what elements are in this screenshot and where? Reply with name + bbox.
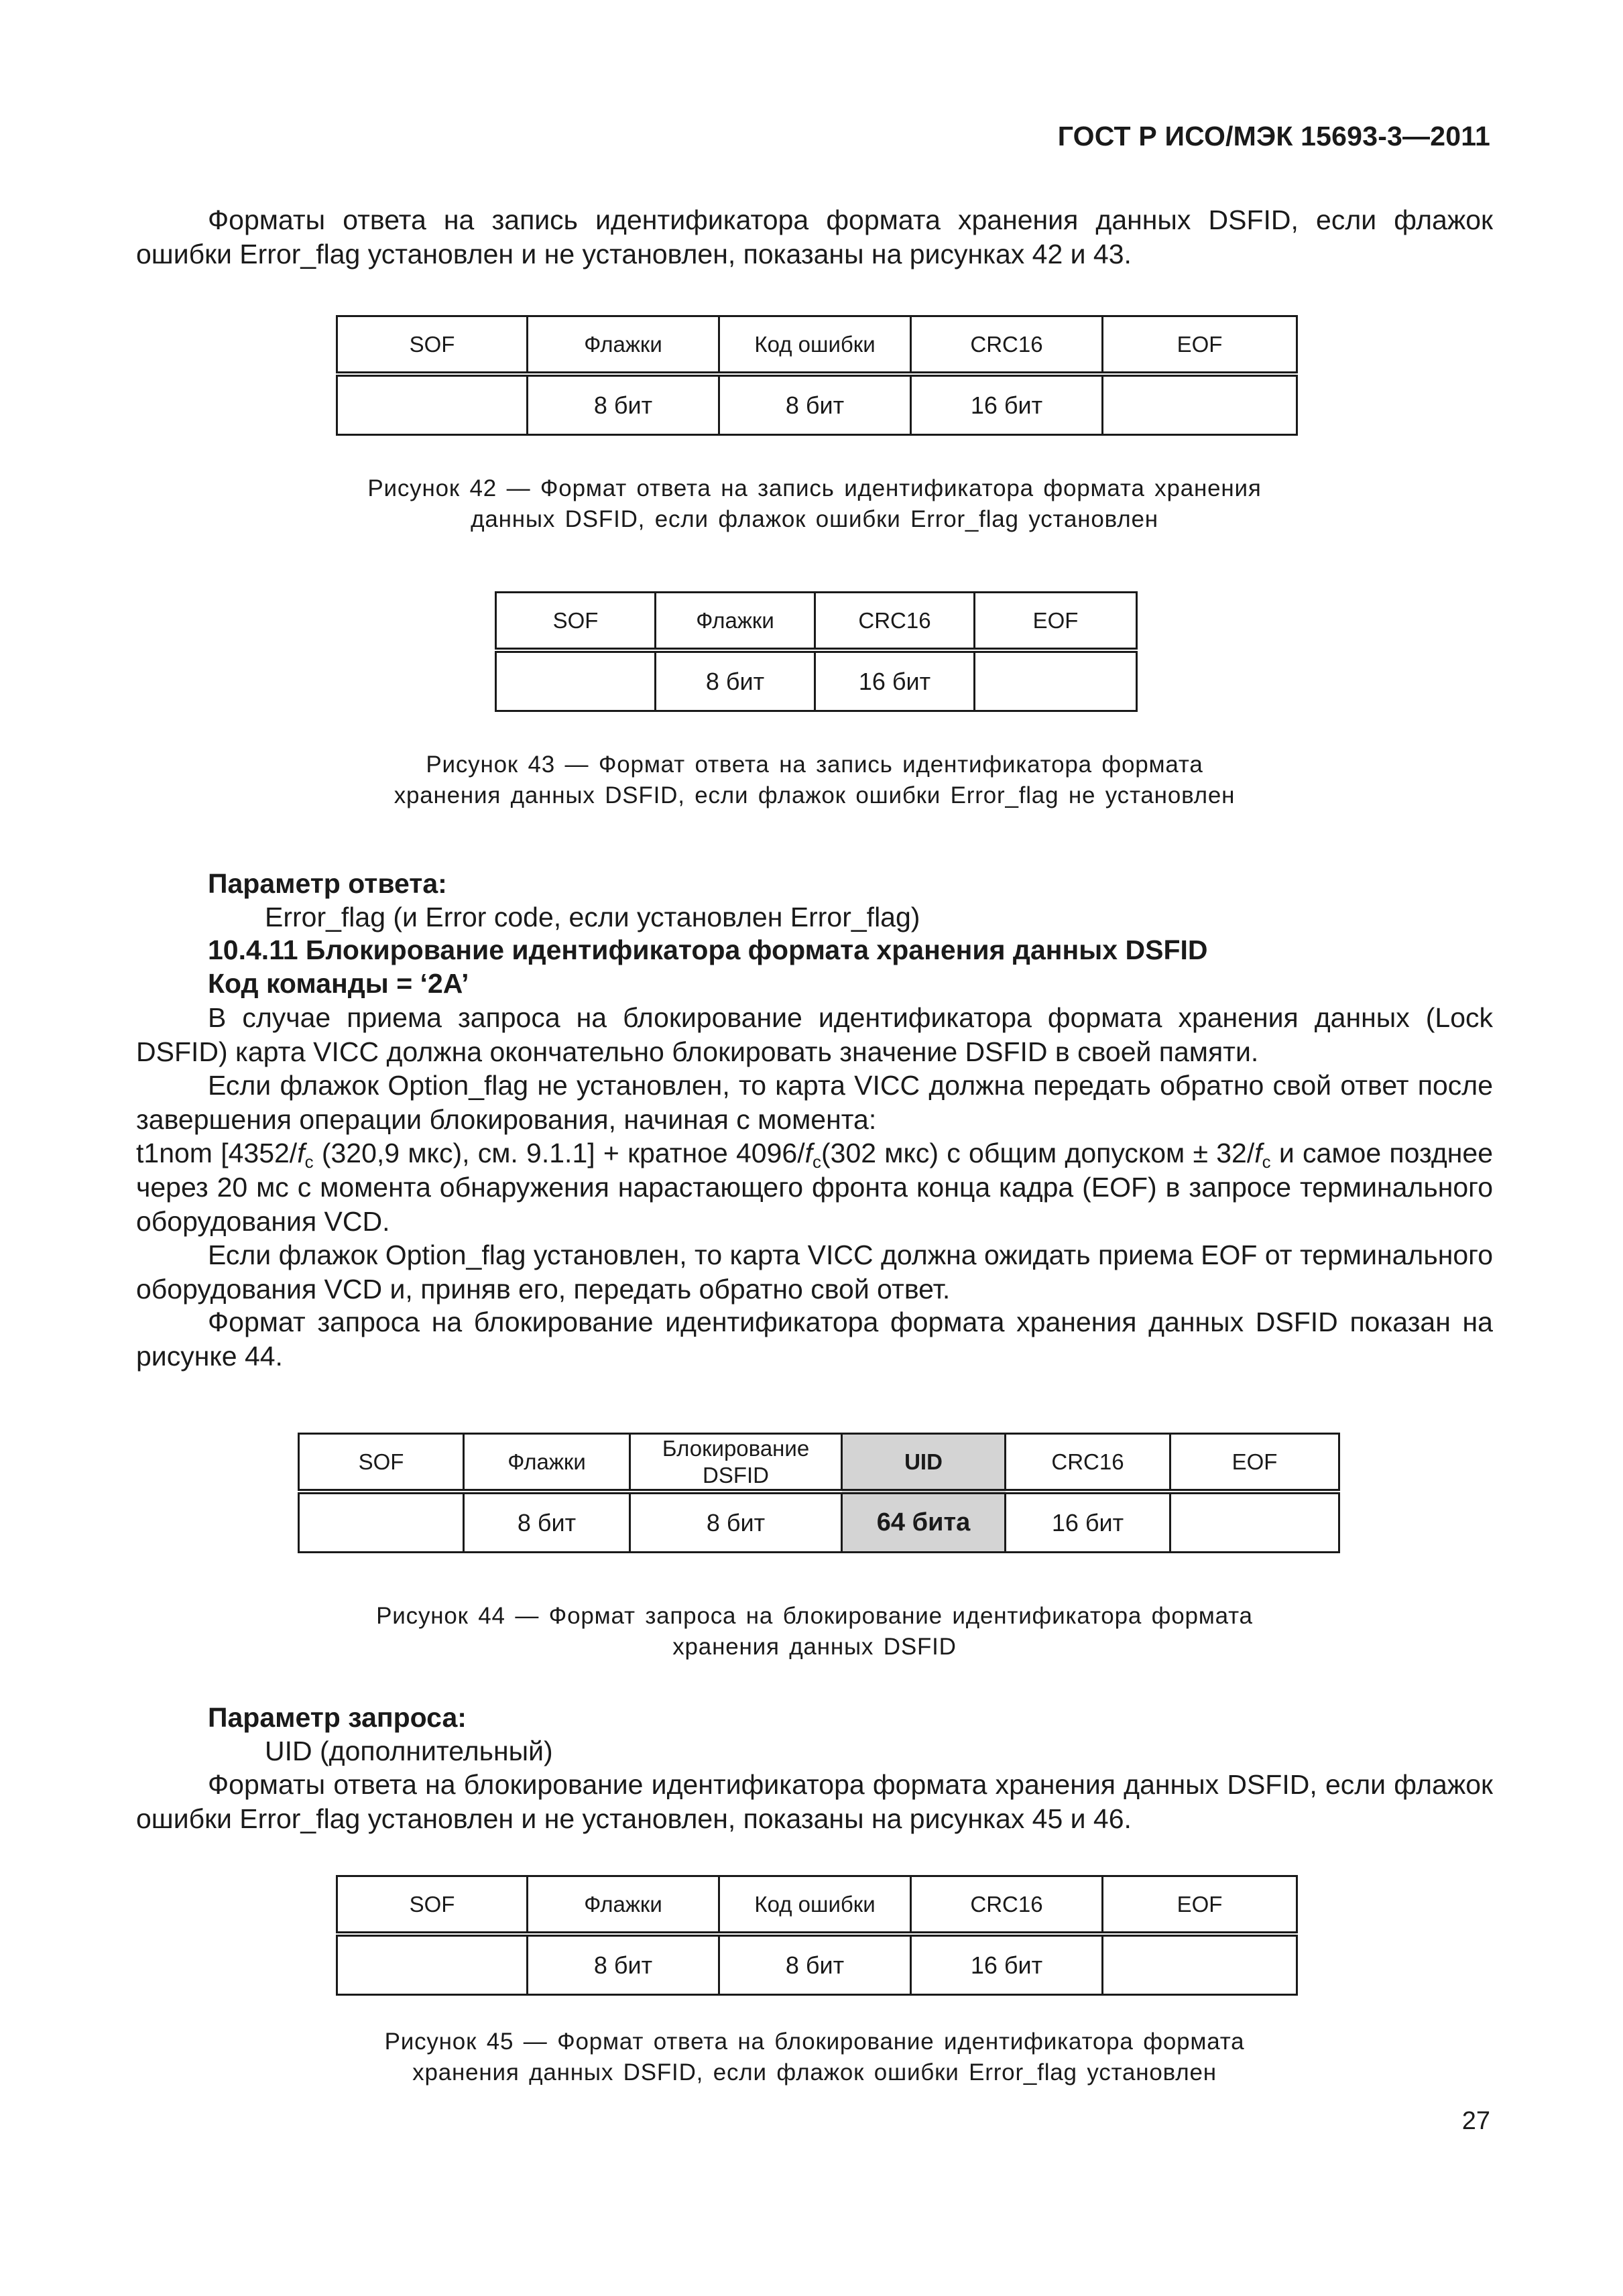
body-paragraph-1: В случае приема запроса на блокирование идентификатора формата хранения данных (Lock DSFID) карта VICC должна окончательно блокировать значение DSFID в своей памяти. — [136, 1002, 1493, 1067]
intro-paragraph: Форматы ответа на запись идентификатора формата хранения данных DSFID, если флажок ошибки Error_flag установлен и не установлен, показаны на рисунках 42 и 43. — [136, 204, 1493, 269]
fig44-header-uid: UID — [842, 1434, 1006, 1492]
section-title: 10.4.11 Блокирование идентификатора формата хранения данных DSFID — [208, 934, 1208, 965]
fig42-header-eof: EOF — [1103, 316, 1297, 375]
fig45-caption — [136, 2027, 1493, 2088]
fig45-header-flags: Флажки — [528, 1876, 719, 1935]
body-paragraph-2: Если флажок Option_flag не установлен, то карта VICC должна передать обратно свой ответ после завершения операции блокирования, начиная с момента: — [136, 1070, 1493, 1135]
body-paragraph-4: Если флажок Option_flag установлен, то карта VICC должна ожидать приема EOF от терминального оборудования VCD и, приняв его, передать обратно свой ответ. — [136, 1240, 1493, 1305]
fig45-header-eof: EOF — [1103, 1876, 1297, 1935]
fig43-header-sof: SOF — [496, 593, 656, 651]
fig44-header-flags: Флажки — [464, 1434, 630, 1492]
fig45-value-flags: 8 бит — [528, 1934, 719, 1995]
response-param-text: Error_flag (и Error code, если установлен Error_flag) — [265, 902, 920, 932]
fig44-caption — [136, 1601, 1493, 1663]
fig43-value-eof — [975, 650, 1137, 711]
fig45-header-sof: SOF — [337, 1876, 528, 1935]
fig42-value-error-code: 8 бит — [719, 374, 911, 435]
fig44-value-crc16: 16 бит — [1006, 1492, 1170, 1553]
fig44-value-lock-dsfid: 8 бит — [630, 1492, 842, 1553]
fig44-header-eof: EOF — [1170, 1434, 1339, 1492]
fig43-table — [495, 591, 1138, 712]
fig43-header-crc16: CRC16 — [815, 593, 975, 651]
response-param-title: Параметр ответа: — [208, 868, 447, 899]
fig45-caption-line1: Рисунок 45 — Формат ответа на блокирование идентификатора формата — [384, 2029, 1245, 2055]
fig42-value-flags: 8 бит — [528, 374, 719, 435]
fig44-table — [298, 1433, 1340, 1553]
fig44-header-sof: SOF — [299, 1434, 464, 1492]
fig44-caption-line1: Рисунок 44 — Формат запроса на блокирование идентификатора формата — [376, 1603, 1253, 1629]
fig44-caption-line2: хранения данных DSFID — [672, 1634, 957, 1660]
fig44-header-lock-dsfid: Блокирование DSFID — [630, 1434, 842, 1492]
fig45-value-eof — [1103, 1934, 1297, 1995]
page-number: 27 — [1461, 2107, 1490, 2135]
fig42-caption — [136, 473, 1493, 535]
fig43-caption-line2: хранения данных DSFID, если флажок ошибки Error_flag не установлен — [394, 782, 1236, 808]
fig44-value-eof — [1170, 1492, 1339, 1553]
fig43-value-sof — [496, 650, 656, 711]
fig45-value-error-code: 8 бит — [719, 1934, 911, 1995]
fig42-caption-line2: данных DSFID, если флажок ошибки Error_flag установлен — [471, 506, 1158, 532]
fig45-table — [336, 1875, 1298, 1996]
fig43-value-crc16: 16 бит — [815, 650, 975, 711]
fig42-header-flags: Флажки — [528, 316, 719, 375]
fig44-value-sof — [299, 1492, 464, 1553]
fig43-caption — [136, 749, 1493, 811]
fig42-value-crc16: 16 бит — [911, 374, 1103, 435]
fig42-table — [336, 315, 1298, 436]
fig42-value-sof — [337, 374, 528, 435]
fig45-header-error-code: Код ошибки — [719, 1876, 911, 1935]
request-param-text: UID (дополнительный) — [265, 1736, 553, 1766]
fig42-value-eof — [1103, 374, 1297, 435]
fig42-header-sof: SOF — [337, 316, 528, 375]
fig43-header-flags: Флажки — [656, 593, 815, 651]
fig44-header-crc16: CRC16 — [1006, 1434, 1170, 1492]
request-param-title: Параметр запроса: — [208, 1702, 467, 1733]
body-paragraph-5: Формат запроса на блокирование идентификатора формата хранения данных DSFID показан на рисунке 44. — [136, 1307, 1493, 1372]
fig44-value-flags: 8 бит — [464, 1492, 630, 1553]
document-header: ГОСТ Р ИСО/МЭК 15693-3—2011 — [1057, 121, 1490, 152]
fig45-header-crc16: CRC16 — [911, 1876, 1103, 1935]
fig44-value-uid: 64 бита — [842, 1492, 1006, 1553]
body-paragraph-3: t1nom [$4352/f_c$ (320,9 мкс), см. 9.1.1] + кратное $4096/f_c(302$ мкс) с общим допуском ± $32/f_c$ и самое позднее через 20 мс с момента обнаружения нарастающего фронта конца кадра (EOF) в запросе терминального оборудования VCD. — [136, 1138, 1494, 1237]
fig45-caption-line2: хранения данных DSFID, если флажок ошибки Error_flag установлен — [412, 2059, 1217, 2086]
fig45-value-crc16: 16 бит — [911, 1934, 1103, 1995]
section-command-code: Код команды = ‘2A’ — [208, 968, 469, 999]
fig42-header-error-code: Код ошибки — [719, 316, 911, 375]
fig42-header-crc16: CRC16 — [911, 316, 1103, 375]
fig43-caption-line1: Рисунок 43 — Формат ответа на запись идентификатора формата — [426, 751, 1203, 778]
fig43-value-flags: 8 бит — [656, 650, 815, 711]
fig45-value-sof — [337, 1934, 528, 1995]
intro2-paragraph: Форматы ответа на блокирование идентификатора формата хранения данных DSFID, если флажок ошибки Error_flag установлен и не установлен, показаны на рисунках 45 и 46. — [136, 1769, 1493, 1834]
fig42-caption-line1: Рисунок 42 — Формат ответа на запись идентификатора формата хранения — [367, 475, 1262, 501]
fig43-header-eof: EOF — [975, 593, 1137, 651]
